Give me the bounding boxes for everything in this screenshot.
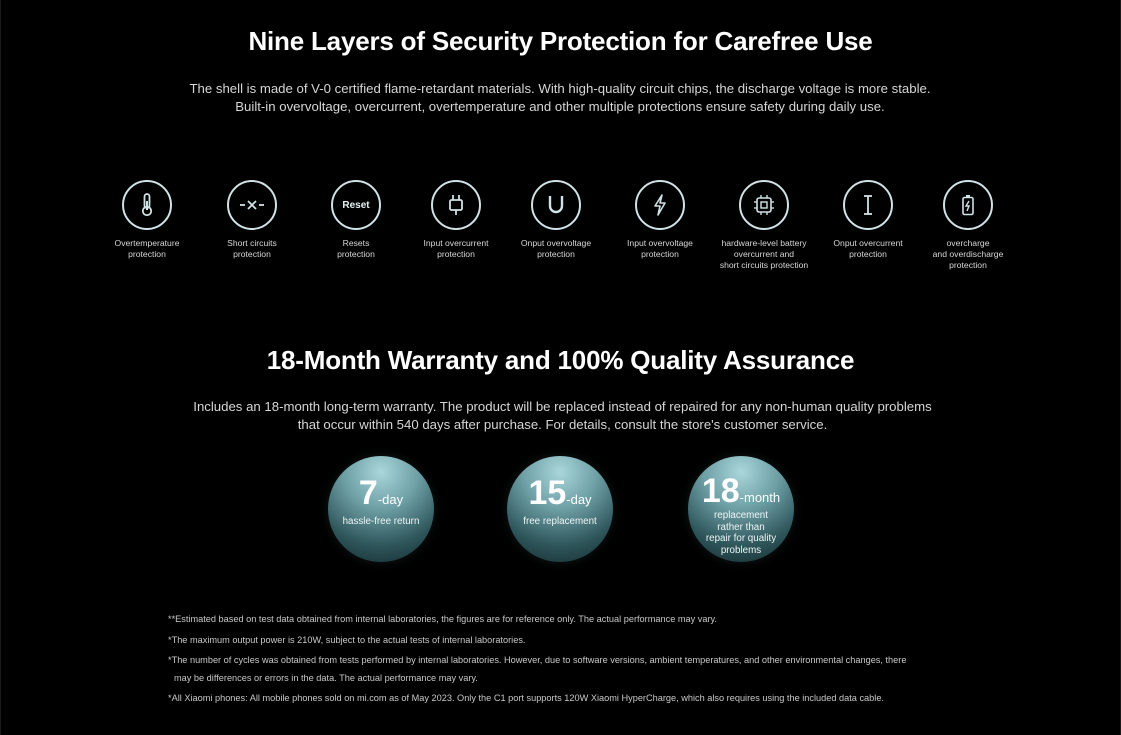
lightning-icon bbox=[635, 180, 685, 230]
protection-label: Input overcurrent protection bbox=[423, 238, 489, 259]
protection-item-input-overvoltage bbox=[608, 180, 712, 260]
short-circuit-icon bbox=[227, 180, 277, 230]
protection-label: Onput overcurrent protection bbox=[833, 238, 903, 259]
badge-number: 15 bbox=[528, 474, 567, 512]
badge-15-day bbox=[507, 456, 613, 562]
protection-item-short-circuits bbox=[200, 180, 304, 260]
i-beam-icon bbox=[843, 180, 893, 230]
badge-caption: replacement rather than repair for quality problems bbox=[705, 510, 777, 556]
plug-icon bbox=[431, 180, 481, 230]
section-description-security: The shell is made of V-0 certified flame-retardant materials. With high-quality circuit chips, the discharge voltage is more stable. Built-in overvoltage, overcurrent, overtemperature and other multiple protections ensure safety during daily use. bbox=[189, 81, 931, 114]
protection-item-onput-overcurrent bbox=[816, 180, 920, 260]
badge-caption: free replacement bbox=[523, 516, 597, 527]
badge-caption: hassle-free return bbox=[342, 516, 420, 527]
protection-label: Overtemperature protection bbox=[114, 238, 180, 259]
protection-item-overtemperature bbox=[95, 180, 199, 260]
protection-label: Short circuits protection bbox=[227, 238, 277, 259]
footnote: may be differences or errors in the data. The actual performance may vary. bbox=[174, 672, 478, 683]
badge-18-month bbox=[688, 456, 794, 562]
protection-label: Onput overvoltage protection bbox=[520, 238, 592, 259]
thermometer-icon bbox=[122, 180, 172, 230]
badge-unit: -day bbox=[377, 492, 404, 507]
protection-label: Resets protection bbox=[337, 238, 375, 259]
protection-item-onput-overvoltage bbox=[504, 180, 608, 260]
protection-item-input-overcurrent bbox=[404, 180, 508, 260]
footnote: *The number of cycles was obtained from tests performed by internal laboratories. However, due to software versions, ambient temperatures, and other environmental changes, there bbox=[168, 655, 907, 665]
badge-headline bbox=[328, 476, 434, 510]
warranty-badges-row bbox=[0, 456, 1121, 566]
magnet-icon bbox=[531, 180, 581, 230]
protection-icons-row bbox=[95, 180, 1030, 290]
badge-number: 7 bbox=[358, 474, 378, 512]
footnote: *All Xiaomi phones: All mobile phones sold on mi.com as of May 2023. Only the C1 port supports 120W Xiaomi HyperCharge, which also requires using the included data cable. bbox=[168, 693, 884, 703]
badge-headline bbox=[688, 474, 794, 508]
badge-number: 18 bbox=[701, 472, 740, 510]
reset-icon bbox=[331, 180, 381, 230]
section-description-warranty: Includes an 18-month long-term warranty. The product will be replaced instead of repaired for any non-human quality problems that occur within 540 days after purchase. For details, consult the store's customer service. bbox=[193, 399, 932, 432]
badge-unit: -day bbox=[566, 492, 592, 507]
section-title-warranty: 18-Month Warranty and 100% Quality Assurance bbox=[266, 345, 855, 375]
battery-icon bbox=[943, 180, 993, 230]
badge-7-day bbox=[328, 456, 434, 562]
protection-item-overcharge bbox=[916, 180, 1020, 271]
reset-glyph: Reset bbox=[342, 199, 370, 211]
footnotes bbox=[168, 609, 968, 709]
badge-unit: -month bbox=[739, 490, 781, 505]
footnote: **Estimated based on test data obtained from internal laboratories, the figures are for reference only. The actual performance may vary. bbox=[168, 614, 717, 624]
badge-headline bbox=[507, 476, 613, 510]
section-title-security: Nine Layers of Security Protection for Carefree Use bbox=[248, 26, 873, 56]
protection-item-resets bbox=[304, 180, 408, 260]
protection-label: overcharge and overdischarge protection bbox=[932, 238, 1004, 270]
footnote: *The maximum output power is 210W, subject to the actual tests of internal laboratories. bbox=[168, 634, 526, 645]
protection-label: hardware-level battery overcurrent and short circuits protection bbox=[719, 238, 809, 270]
chip-icon bbox=[739, 180, 789, 230]
protection-item-hardware-battery bbox=[712, 180, 816, 271]
protection-label: Input overvoltage protection bbox=[627, 238, 693, 259]
